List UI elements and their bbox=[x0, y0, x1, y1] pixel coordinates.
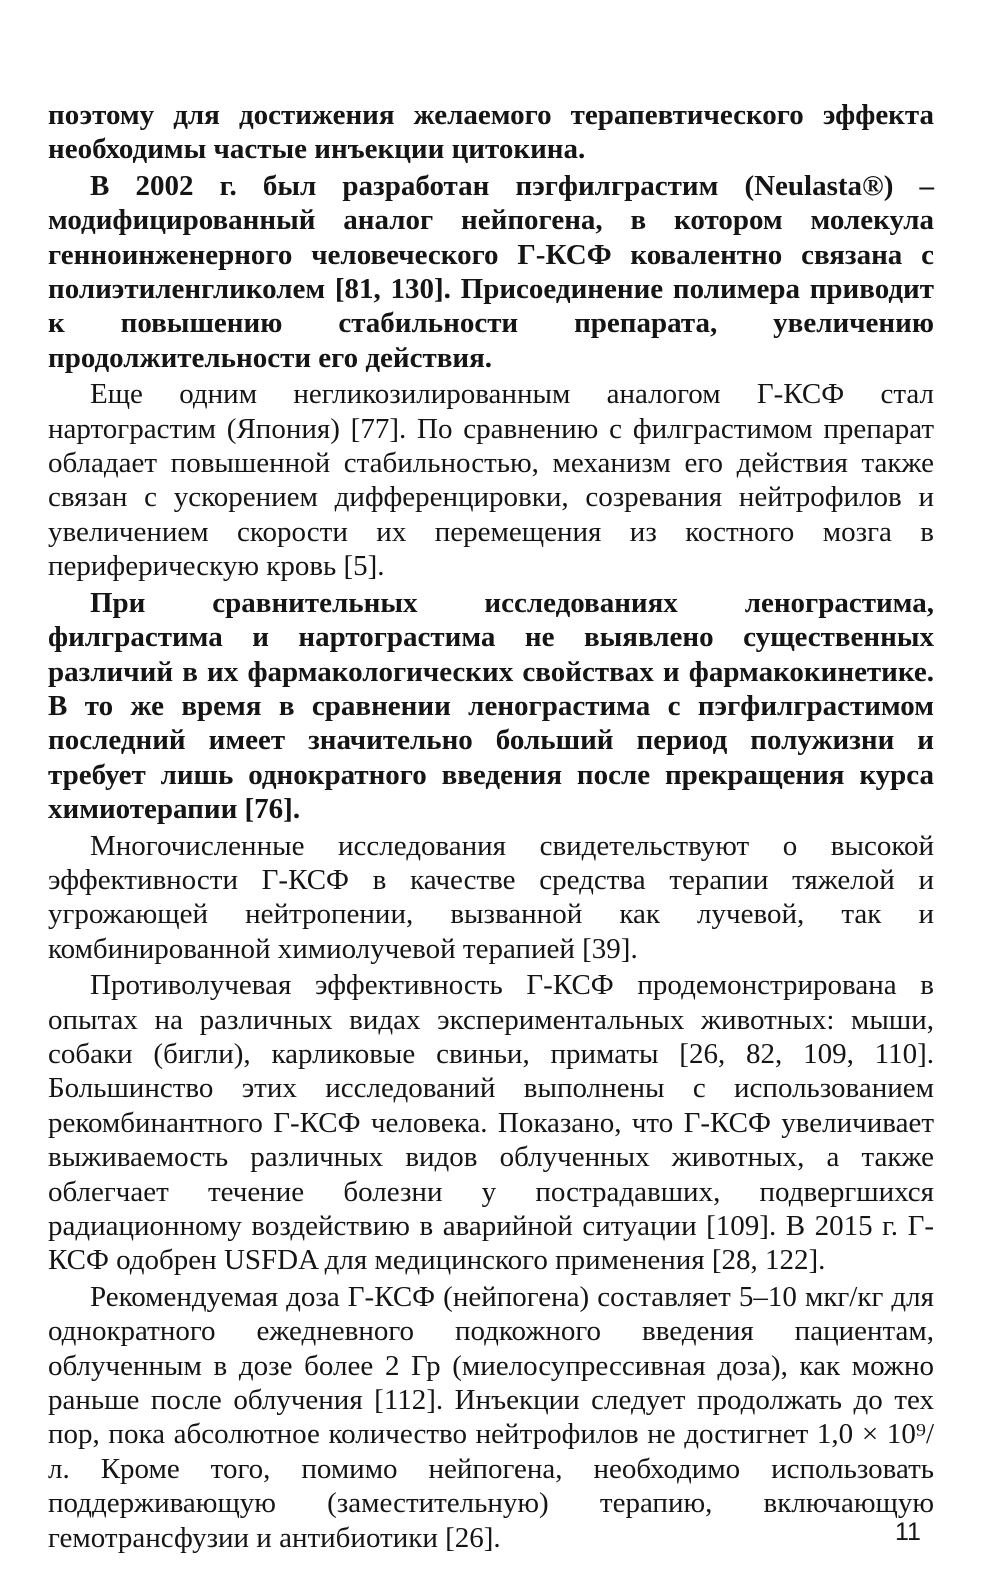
paragraph-5: Многочисленные исследования свидетельствуют о высокой эффективности Г-КСФ в качестве средства терапии тяжелой и угрожающей нейтропении, вызванной как лучевой, так и комбинированной химиолучевой терапией [39]. bbox=[48, 829, 934, 965]
paragraph-1: поэтому для достижения желаемого терапевтического эффекта необходимы частые инъекции цитокина. bbox=[48, 99, 934, 166]
paragraph-4: При сравнительных исследованиях ленограстима, филграстима и нартограстима не выявлено существенных различий в их фармакологических свойствах и фармакокинетике. В то же время в сравнении ленограстима с пэгфилграстимом последний имеет значительно больший период полужизни и требует лишь однократного введения после прекращения курса химиотерапии [76]. bbox=[48, 586, 934, 826]
paragraph-6: Противолучевая эффективность Г-КСФ продемонстрирована в опытах на различных видах экспериментальных животных: мыши, собаки (бигли), карликовые свиньи, приматы [26, 82, 109, 110]. Большинство этих исследований выполнены с использованием рекомбинантного Г-КСФ человека. Показано, что Г-КСФ увеличивает выживаемость различных видов облученных животных, а также облегчает течение болезни у пострадавших, подвергшихся радиационному воздействию в аварийной ситуации [109]. В 2015 г. Г-КСФ одобрен USFDA для медицинского применения [28, 122]. bbox=[48, 969, 934, 1277]
paragraph-2: В 2002 г. был разработан пэгфилграстим (Neulasta®) – модифицированный аналог нейпогена, в котором молекула генноинженерного человеческого Г-КСФ ковалентно связана с полиэтиленгликолем [81, 130]. Присоединение полимера приводит к повышению стабильности препарата, увеличению продолжительности его действия. bbox=[48, 169, 934, 374]
paragraph-3: Еще одним негликозилированным аналогом Г-КСФ стал нартограстим (Япония) [77]. По сравнению с филграстимом препарат обладает повышенной стабильностью, механизм его действия также связан с ускорением дифференцировки, созревания нейтрофилов и увеличением скорости их перемещения из костного мозга в периферическую кровь [5]. bbox=[48, 378, 934, 583]
page-text bbox=[48, 98, 934, 1555]
page-number: 11 bbox=[895, 1518, 921, 1546]
paragraph-7: Рекомендуемая доза Г-КСФ (нейпогена) составляет 5–10 мкг/кг для однократного ежедневного подкожного введения пациентам, облученным в дозе более 2 Гр (миелосупрессивная доза), как можно раньше после облучения [112]. Инъекции следует продолжать до тех пор, пока абсолютное количество нейтрофилов не достигнет 1,0 × 10⁹/л. Кроме того, помимо нейпогена, необходимо использовать поддерживающую (заместительную) терапию, включающую гемотрансфузии и антибиотики [26]. bbox=[48, 1280, 934, 1554]
